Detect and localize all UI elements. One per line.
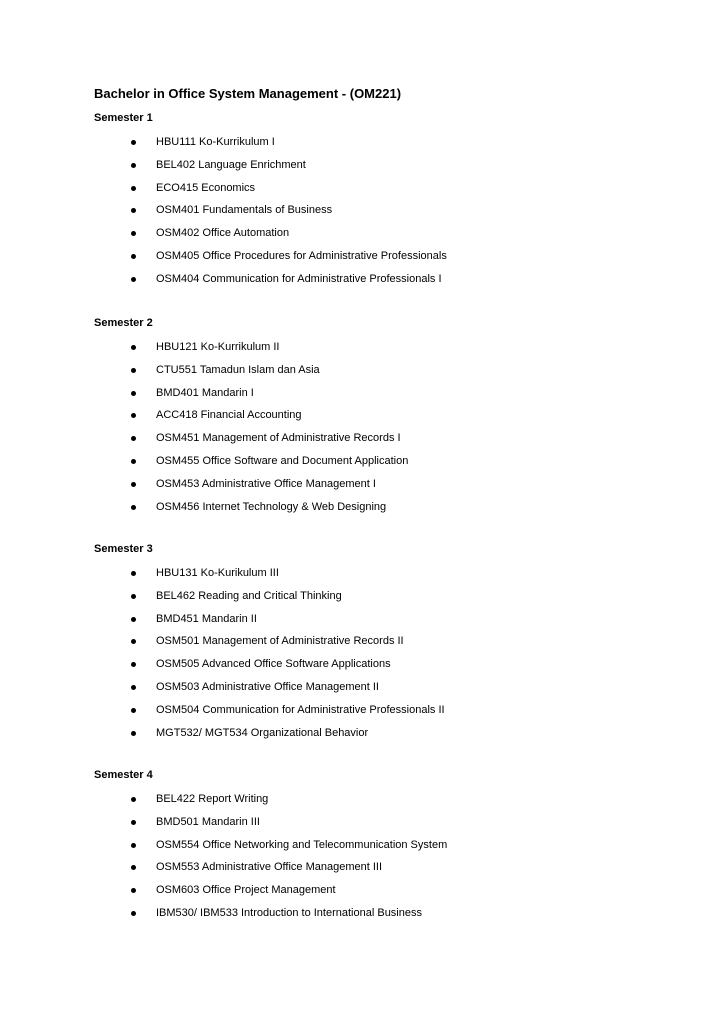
course-list bbox=[0, 341, 600, 523]
bullet-icon bbox=[131, 254, 136, 259]
course-item bbox=[0, 590, 600, 613]
course-item bbox=[0, 182, 600, 205]
course-item bbox=[0, 432, 600, 455]
course-item bbox=[0, 387, 600, 410]
course-name: OSM405 Office Procedures for Administrative Professionals bbox=[156, 249, 447, 262]
course-name: IBM530/ IBM533 Introduction to International Business bbox=[156, 906, 422, 919]
bullet-icon bbox=[131, 368, 136, 373]
course-name: OSM554 Office Networking and Telecommunication System bbox=[156, 838, 448, 851]
bullet-icon bbox=[131, 843, 136, 848]
bullet-icon bbox=[131, 888, 136, 893]
course-name: BEL422 Report Writing bbox=[156, 793, 269, 805]
course-item bbox=[0, 861, 600, 884]
course-name: OSM603 Office Project Management bbox=[156, 884, 336, 897]
bullet-icon bbox=[131, 911, 136, 916]
course-name: OSM451 Management of Administrative Records I bbox=[156, 432, 401, 445]
bullet-icon bbox=[131, 708, 136, 713]
bullet-icon bbox=[131, 820, 136, 825]
course-name: HBU131 Ko-Kurikulum III bbox=[156, 567, 279, 579]
course-item bbox=[0, 907, 600, 930]
bullet-icon bbox=[131, 662, 136, 667]
course-item bbox=[0, 613, 600, 636]
course-item bbox=[0, 681, 600, 704]
bullet-icon bbox=[131, 685, 136, 690]
course-name: ACC418 Financial Accounting bbox=[156, 409, 302, 422]
bullet-icon bbox=[131, 482, 136, 487]
bullet-icon bbox=[131, 345, 136, 350]
course-name: HBU111 Ko-Kurrikulum I bbox=[156, 136, 275, 148]
course-item bbox=[0, 227, 600, 250]
semester-heading: Semester 1 bbox=[94, 112, 153, 124]
course-item bbox=[0, 455, 600, 478]
course-name: BMD451 Mandarin II bbox=[156, 612, 257, 625]
course-item bbox=[0, 273, 600, 296]
course-name: MGT532/ MGT534 Organizational Behavior bbox=[156, 726, 369, 739]
course-name: OSM456 Internet Technology & Web Designing bbox=[156, 500, 387, 513]
course-name: OSM504 Communication for Administrative Professionals II bbox=[156, 703, 445, 716]
course-name: BMD401 Mandarin I bbox=[156, 386, 254, 399]
bullet-icon bbox=[131, 208, 136, 213]
course-item bbox=[0, 341, 600, 364]
course-name: OSM501 Management of Administrative Records II bbox=[156, 635, 404, 648]
bullet-icon bbox=[131, 436, 136, 441]
semester-heading: Semester 4 bbox=[94, 769, 153, 781]
course-item bbox=[0, 793, 600, 816]
course-name: OSM402 Office Automation bbox=[156, 227, 290, 240]
course-item bbox=[0, 204, 600, 227]
page-title: Bachelor in Office System Management - (OM221) bbox=[94, 86, 402, 101]
course-name: OSM404 Communication for Administrative Professionals I bbox=[156, 272, 442, 285]
course-item bbox=[0, 136, 600, 159]
course-list bbox=[0, 793, 600, 930]
course-name: OSM553 Administrative Office Management III bbox=[156, 861, 383, 874]
course-item bbox=[0, 839, 600, 862]
bullet-icon bbox=[131, 505, 136, 510]
bullet-icon bbox=[131, 186, 136, 191]
bullet-icon bbox=[131, 797, 136, 802]
bullet-icon bbox=[131, 163, 136, 168]
course-name: BEL402 Language Enrichment bbox=[156, 158, 306, 171]
bullet-icon bbox=[131, 731, 136, 736]
bullet-icon bbox=[131, 231, 136, 236]
course-item bbox=[0, 704, 600, 727]
course-name: CTU551 Tamadun Islam dan Asia bbox=[156, 363, 320, 376]
course-name: HBU121 Ko-Kurrikulum II bbox=[156, 341, 280, 353]
course-name: OSM455 Office Software and Document Application bbox=[156, 454, 409, 467]
semester-heading: Semester 2 bbox=[94, 317, 153, 329]
course-item bbox=[0, 884, 600, 907]
course-name: BEL462 Reading and Critical Thinking bbox=[156, 589, 342, 602]
course-item bbox=[0, 501, 600, 524]
bullet-icon bbox=[131, 140, 136, 145]
course-name: BMD501 Mandarin III bbox=[156, 815, 260, 828]
bullet-icon bbox=[131, 413, 136, 418]
course-name: OSM503 Administrative Office Management II bbox=[156, 680, 379, 693]
course-item bbox=[0, 635, 600, 658]
course-item bbox=[0, 364, 600, 387]
bullet-icon bbox=[131, 594, 136, 599]
course-item bbox=[0, 409, 600, 432]
semester-heading: Semester 3 bbox=[94, 543, 153, 555]
course-list bbox=[0, 136, 600, 296]
bullet-icon bbox=[131, 571, 136, 576]
bullet-icon bbox=[131, 865, 136, 870]
course-name: ECO415 Economics bbox=[156, 181, 256, 194]
course-item bbox=[0, 658, 600, 681]
bullet-icon bbox=[131, 277, 136, 282]
bullet-icon bbox=[131, 391, 136, 396]
bullet-icon bbox=[131, 639, 136, 644]
course-item bbox=[0, 478, 600, 501]
course-item bbox=[0, 159, 600, 182]
course-item bbox=[0, 816, 600, 839]
course-item bbox=[0, 727, 600, 750]
bullet-icon bbox=[131, 459, 136, 464]
course-name: OSM505 Advanced Office Software Applications bbox=[156, 658, 391, 671]
course-name: OSM453 Administrative Office Management I bbox=[156, 477, 376, 490]
course-list bbox=[0, 567, 600, 749]
bullet-icon bbox=[131, 617, 136, 622]
course-item bbox=[0, 567, 600, 590]
course-name: OSM401 Fundamentals of Business bbox=[156, 204, 333, 217]
course-item bbox=[0, 250, 600, 273]
